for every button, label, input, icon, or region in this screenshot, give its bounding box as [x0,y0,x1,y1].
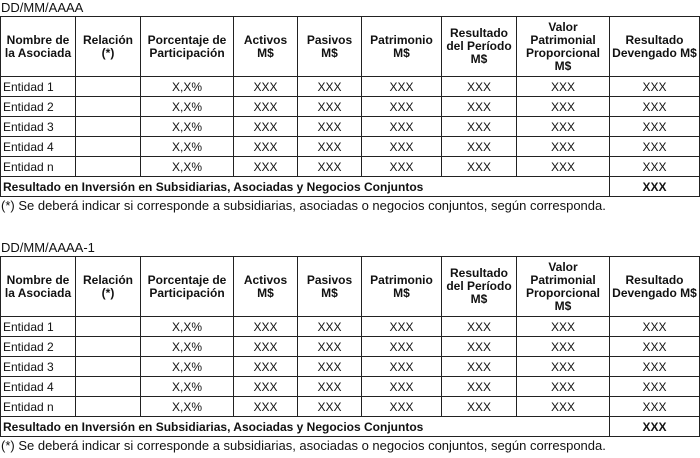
equity-cell: XXX [362,77,442,97]
table-section-current [0,0,700,214]
entity-name-cell: Entidad n [1,157,76,177]
percentage-cell: X,X% [141,97,234,117]
accrued-result-cell: XXX [610,397,700,417]
entity-name-cell: Entidad 1 [1,317,76,337]
assets-cell: XXX [234,97,298,117]
relation-cell [76,317,141,337]
equity-cell: XXX [362,97,442,117]
table-row [1,77,700,97]
footnote: (*) Se deberá indicar si corresponde a subsidiarias, asociadas o negocios conjuntos, según corresponda. [1,198,606,213]
proportional-value-cell: XXX [517,77,610,97]
assets-cell: XXX [234,337,298,357]
relation-cell [76,157,141,177]
header-cell: Resultado del Período M$ [442,257,517,317]
table-row [1,137,700,157]
table-row [1,397,700,417]
period-result-cell: XXX [442,317,517,337]
header-cell: Activos M$ [234,17,298,77]
entity-name-cell: Entidad 3 [1,357,76,377]
accrued-result-cell: XXX [610,157,700,177]
entity-name-cell: Entidad 4 [1,137,76,157]
proportional-value-cell: XXX [517,357,610,377]
header-cell: Nombre de la Asociada [1,257,76,317]
percentage-cell: X,X% [141,77,234,97]
assets-cell: XXX [234,117,298,137]
proportional-value-cell: XXX [517,397,610,417]
equity-cell: XXX [362,357,442,377]
accrued-result-cell: XXX [610,337,700,357]
proportional-value-cell: XXX [517,117,610,137]
assets-cell: XXX [234,77,298,97]
footnote: (*) Se deberá indicar si corresponde a subsidiarias, asociadas o negocios conjuntos, según corresponda. [1,438,606,453]
header-cell: Resultado Devengado M$ [610,17,700,77]
accrued-result-cell: XXX [610,317,700,337]
header-cell: Nombre de la Asociada [1,17,76,77]
percentage-cell: X,X% [141,157,234,177]
percentage-cell: X,X% [141,337,234,357]
header-row [1,17,700,77]
assets-cell: XXX [234,377,298,397]
period-result-cell: XXX [442,357,517,377]
period-date-label: DD/MM/AAAA-1 [1,240,95,255]
accrued-result-cell: XXX [610,137,700,157]
liabilities-cell: XXX [298,317,362,337]
header-row [1,257,700,317]
liabilities-cell: XXX [298,157,362,177]
liabilities-cell: XXX [298,117,362,137]
header-cell: Relación (*) [76,17,141,77]
relation-cell [76,357,141,377]
table-section-previous [0,240,700,454]
percentage-cell: X,X% [141,117,234,137]
period-result-cell: XXX [442,117,517,137]
header-cell: Activos M$ [234,257,298,317]
liabilities-cell: XXX [298,337,362,357]
entity-name-cell: Entidad n [1,397,76,417]
liabilities-cell: XXX [298,397,362,417]
relation-cell [76,397,141,417]
assets-cell: XXX [234,137,298,157]
liabilities-cell: XXX [298,137,362,157]
investments-table [0,16,700,197]
entity-name-cell: Entidad 2 [1,337,76,357]
liabilities-cell: XXX [298,77,362,97]
equity-cell: XXX [362,117,442,137]
relation-cell [76,117,141,137]
liabilities-cell: XXX [298,377,362,397]
equity-cell: XXX [362,337,442,357]
total-label: Resultado en Inversión en Subsidiarias, Asociadas y Negocios Conjuntos [1,417,610,437]
period-date-label: DD/MM/AAAA [1,0,84,15]
entity-name-cell: Entidad 2 [1,97,76,117]
relation-cell [76,137,141,157]
total-label: Resultado en Inversión en Subsidiarias, Asociadas y Negocios Conjuntos [1,177,610,197]
table-row [1,337,700,357]
accrued-result-cell: XXX [610,117,700,137]
period-result-cell: XXX [442,77,517,97]
period-result-cell: XXX [442,137,517,157]
table-row [1,117,700,137]
table-row [1,97,700,117]
header-cell: Porcentaje de Participación [141,257,234,317]
total-value: XXX [610,417,700,437]
accrued-result-cell: XXX [610,97,700,117]
entity-name-cell: Entidad 4 [1,377,76,397]
proportional-value-cell: XXX [517,337,610,357]
header-cell: Pasivos M$ [298,17,362,77]
entity-name-cell: Entidad 3 [1,117,76,137]
total-row [1,417,700,437]
relation-cell [76,377,141,397]
header-cell: Resultado del Período M$ [442,17,517,77]
liabilities-cell: XXX [298,357,362,377]
header-cell: Valor Patrimonial Proporcional M$ [517,257,610,317]
percentage-cell: X,X% [141,137,234,157]
table-row [1,357,700,377]
relation-cell [76,97,141,117]
proportional-value-cell: XXX [517,97,610,117]
equity-cell: XXX [362,397,442,417]
assets-cell: XXX [234,357,298,377]
period-result-cell: XXX [442,397,517,417]
table-row [1,157,700,177]
assets-cell: XXX [234,317,298,337]
period-result-cell: XXX [442,97,517,117]
entity-name-cell: Entidad 1 [1,77,76,97]
header-cell: Porcentaje de Participación [141,17,234,77]
proportional-value-cell: XXX [517,377,610,397]
proportional-value-cell: XXX [517,157,610,177]
equity-cell: XXX [362,317,442,337]
accrued-result-cell: XXX [610,357,700,377]
header-cell: Patrimonio M$ [362,17,442,77]
investments-table [0,256,700,437]
assets-cell: XXX [234,397,298,417]
header-cell: Relación (*) [76,257,141,317]
percentage-cell: X,X% [141,317,234,337]
accrued-result-cell: XXX [610,377,700,397]
header-cell: Pasivos M$ [298,257,362,317]
total-value: XXX [610,177,700,197]
proportional-value-cell: XXX [517,317,610,337]
percentage-cell: X,X% [141,357,234,377]
liabilities-cell: XXX [298,97,362,117]
percentage-cell: X,X% [141,377,234,397]
total-row [1,177,700,197]
proportional-value-cell: XXX [517,137,610,157]
equity-cell: XXX [362,377,442,397]
header-cell: Resultado Devengado M$ [610,257,700,317]
relation-cell [76,337,141,357]
relation-cell [76,77,141,97]
table-row [1,377,700,397]
table-row [1,317,700,337]
period-result-cell: XXX [442,157,517,177]
equity-cell: XXX [362,137,442,157]
period-result-cell: XXX [442,337,517,357]
percentage-cell: X,X% [141,397,234,417]
period-result-cell: XXX [442,377,517,397]
accrued-result-cell: XXX [610,77,700,97]
header-cell: Patrimonio M$ [362,257,442,317]
header-cell: Valor Patrimonial Proporcional M$ [517,17,610,77]
assets-cell: XXX [234,157,298,177]
equity-cell: XXX [362,157,442,177]
